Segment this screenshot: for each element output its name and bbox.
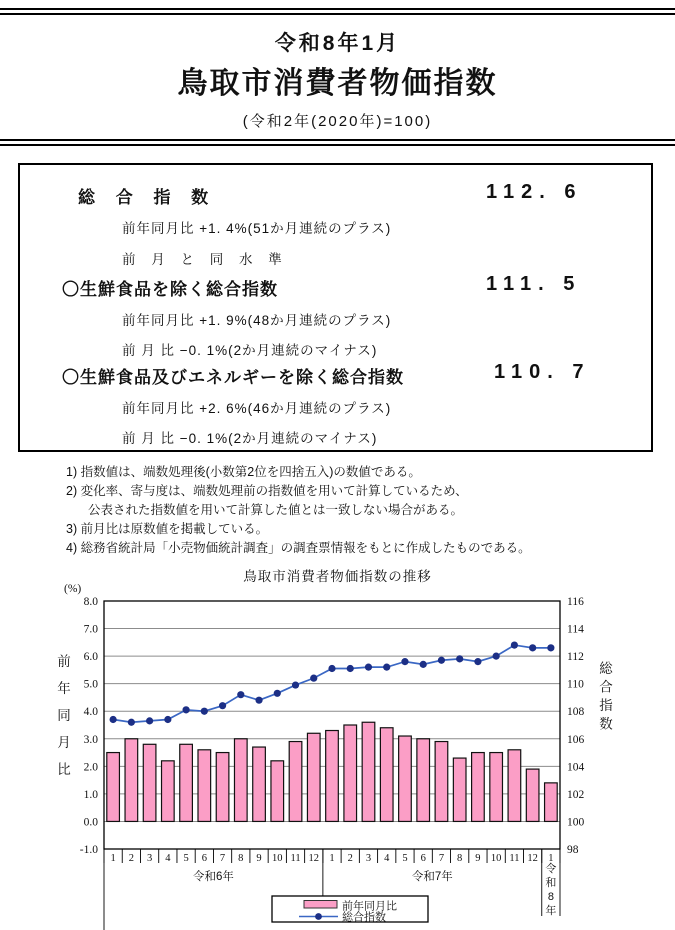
footnote-line: 1) 指数値は、端数処理後(小数第2位を四捨五入)の数値である。	[66, 465, 421, 479]
svg-text:102: 102	[567, 788, 585, 801]
svg-text:116: 116	[567, 596, 584, 608]
svg-text:108: 108	[567, 706, 585, 719]
svg-text:98: 98	[567, 844, 579, 856]
chart-canvas	[0, 560, 675, 930]
svg-text:指: 指	[599, 698, 613, 713]
svg-text:4: 4	[165, 853, 171, 864]
svg-text:-1.0: -1.0	[79, 844, 98, 856]
svg-text:7: 7	[219, 853, 226, 864]
svg-text:年: 年	[57, 681, 71, 696]
base-year-note: (令和2年(2020年)=100)	[242, 113, 433, 130]
svg-text:112: 112	[567, 651, 584, 664]
chart-legend	[272, 896, 428, 924]
svg-text:前: 前	[57, 654, 71, 669]
footnote-line: 2) 変化率、寄与度は、端数処理前の指数値を用いて計算しているため、	[66, 484, 468, 498]
svg-text:令和7年: 令和7年	[411, 871, 453, 883]
svg-text:2: 2	[128, 853, 134, 864]
summary-item-value: 110. 7	[494, 361, 591, 383]
svg-text:6: 6	[201, 853, 207, 864]
svg-text:8: 8	[238, 853, 244, 864]
header-bottom-double-rule	[0, 139, 675, 146]
svg-text:8.0: 8.0	[83, 596, 98, 608]
summary-item-sub: 前 月 比 −0. 1%(2か月連続のマイナス)	[122, 343, 378, 358]
summary-item-sub: 前 月 と 同 水 準	[122, 252, 288, 267]
svg-text:5.0: 5.0	[83, 678, 98, 691]
svg-text:1: 1	[110, 853, 116, 864]
svg-text:8: 8	[547, 891, 554, 903]
svg-text:110: 110	[567, 678, 584, 691]
summary-item-sub: 前年同月比 +2. 6%(46か月連続のプラス)	[122, 401, 392, 416]
svg-text:5: 5	[402, 853, 408, 864]
svg-text:6: 6	[420, 853, 426, 864]
svg-text:1: 1	[329, 853, 335, 864]
svg-text:7.0: 7.0	[83, 623, 98, 636]
footnote-line: 3) 前月比は原数値を掲載している。	[66, 522, 269, 536]
svg-text:104: 104	[567, 761, 585, 774]
summary-item-label: 総 合 指 数	[78, 188, 217, 207]
right-axis-title	[599, 661, 613, 732]
summary-item-value: 111. 5	[486, 273, 582, 295]
summary-item-value: 112. 6	[486, 181, 583, 203]
svg-text:114: 114	[567, 623, 584, 636]
month-axis	[104, 849, 560, 864]
summary-item-label: 〇生鮮食品及びエネルギーを除く総合指数	[62, 368, 404, 387]
footnote-line: 公表された指数値を用いて計算した値とは一致しない場合がある。	[88, 503, 464, 517]
svg-text:令和6年: 令和6年	[192, 871, 234, 883]
summary-item-sub: 前年同月比 +1. 4%(51か月連続のプラス)	[122, 221, 392, 236]
svg-text:月: 月	[57, 735, 71, 750]
svg-text:11: 11	[509, 853, 520, 864]
svg-text:3: 3	[146, 853, 153, 864]
svg-text:前年同月比: 前年同月比	[342, 900, 397, 913]
svg-text:12: 12	[527, 853, 538, 864]
svg-text:2.0: 2.0	[83, 761, 98, 774]
svg-text:6.0: 6.0	[83, 651, 98, 664]
cpi-trend-chart	[0, 560, 675, 930]
summary-box	[18, 163, 653, 452]
svg-text:1.0: 1.0	[83, 788, 98, 801]
svg-text:9: 9	[256, 853, 262, 864]
bar-series	[107, 722, 557, 821]
svg-text:数: 数	[599, 716, 613, 732]
svg-text:年: 年	[545, 905, 557, 917]
svg-text:10: 10	[272, 853, 283, 864]
chart-title: 鳥取市消費者物価指数の推移	[243, 569, 432, 584]
footnotes	[66, 463, 656, 558]
svg-text:3: 3	[365, 853, 372, 864]
svg-text:同: 同	[57, 708, 71, 723]
svg-text:10: 10	[490, 853, 502, 864]
left-axis-unit: (%)	[64, 583, 82, 595]
left-axis-title	[57, 654, 71, 777]
svg-text:3.0: 3.0	[83, 733, 98, 746]
top-double-rule	[0, 8, 675, 15]
summary-item-sub: 前 月 比 −0. 1%(2か月連続のマイナス)	[122, 431, 378, 446]
svg-text:合: 合	[599, 679, 613, 695]
svg-text:2: 2	[347, 853, 353, 864]
svg-text:4.0: 4.0	[83, 706, 98, 719]
svg-text:和: 和	[545, 877, 557, 889]
svg-text:106: 106	[567, 733, 585, 746]
svg-text:100: 100	[567, 816, 585, 829]
svg-text:総合指数: 総合指数	[342, 911, 386, 924]
svg-text:1: 1	[548, 853, 554, 864]
svg-text:9: 9	[475, 853, 481, 864]
svg-text:比: 比	[57, 762, 71, 777]
svg-text:0.0: 0.0	[83, 816, 98, 829]
summary-item-label: 〇生鮮食品を除く総合指数	[62, 280, 278, 299]
svg-text:11: 11	[290, 853, 301, 864]
page-title: 鳥取市消費者物価指数	[177, 67, 498, 100]
footnote-line: 4) 総務省統計局「小売物価統計調査」の調査票情報をもとに作成したものである。	[66, 541, 531, 555]
svg-text:7: 7	[438, 853, 445, 864]
svg-text:8: 8	[457, 853, 463, 864]
summary-item-sub: 前年同月比 +1. 9%(48か月連続のプラス)	[122, 313, 392, 328]
svg-text:4: 4	[384, 853, 390, 864]
svg-text:12: 12	[308, 853, 320, 864]
report-date: 令和8年1月	[274, 32, 401, 55]
svg-text:総: 総	[599, 661, 613, 676]
svg-text:5: 5	[183, 853, 189, 864]
svg-text:令: 令	[545, 863, 557, 875]
